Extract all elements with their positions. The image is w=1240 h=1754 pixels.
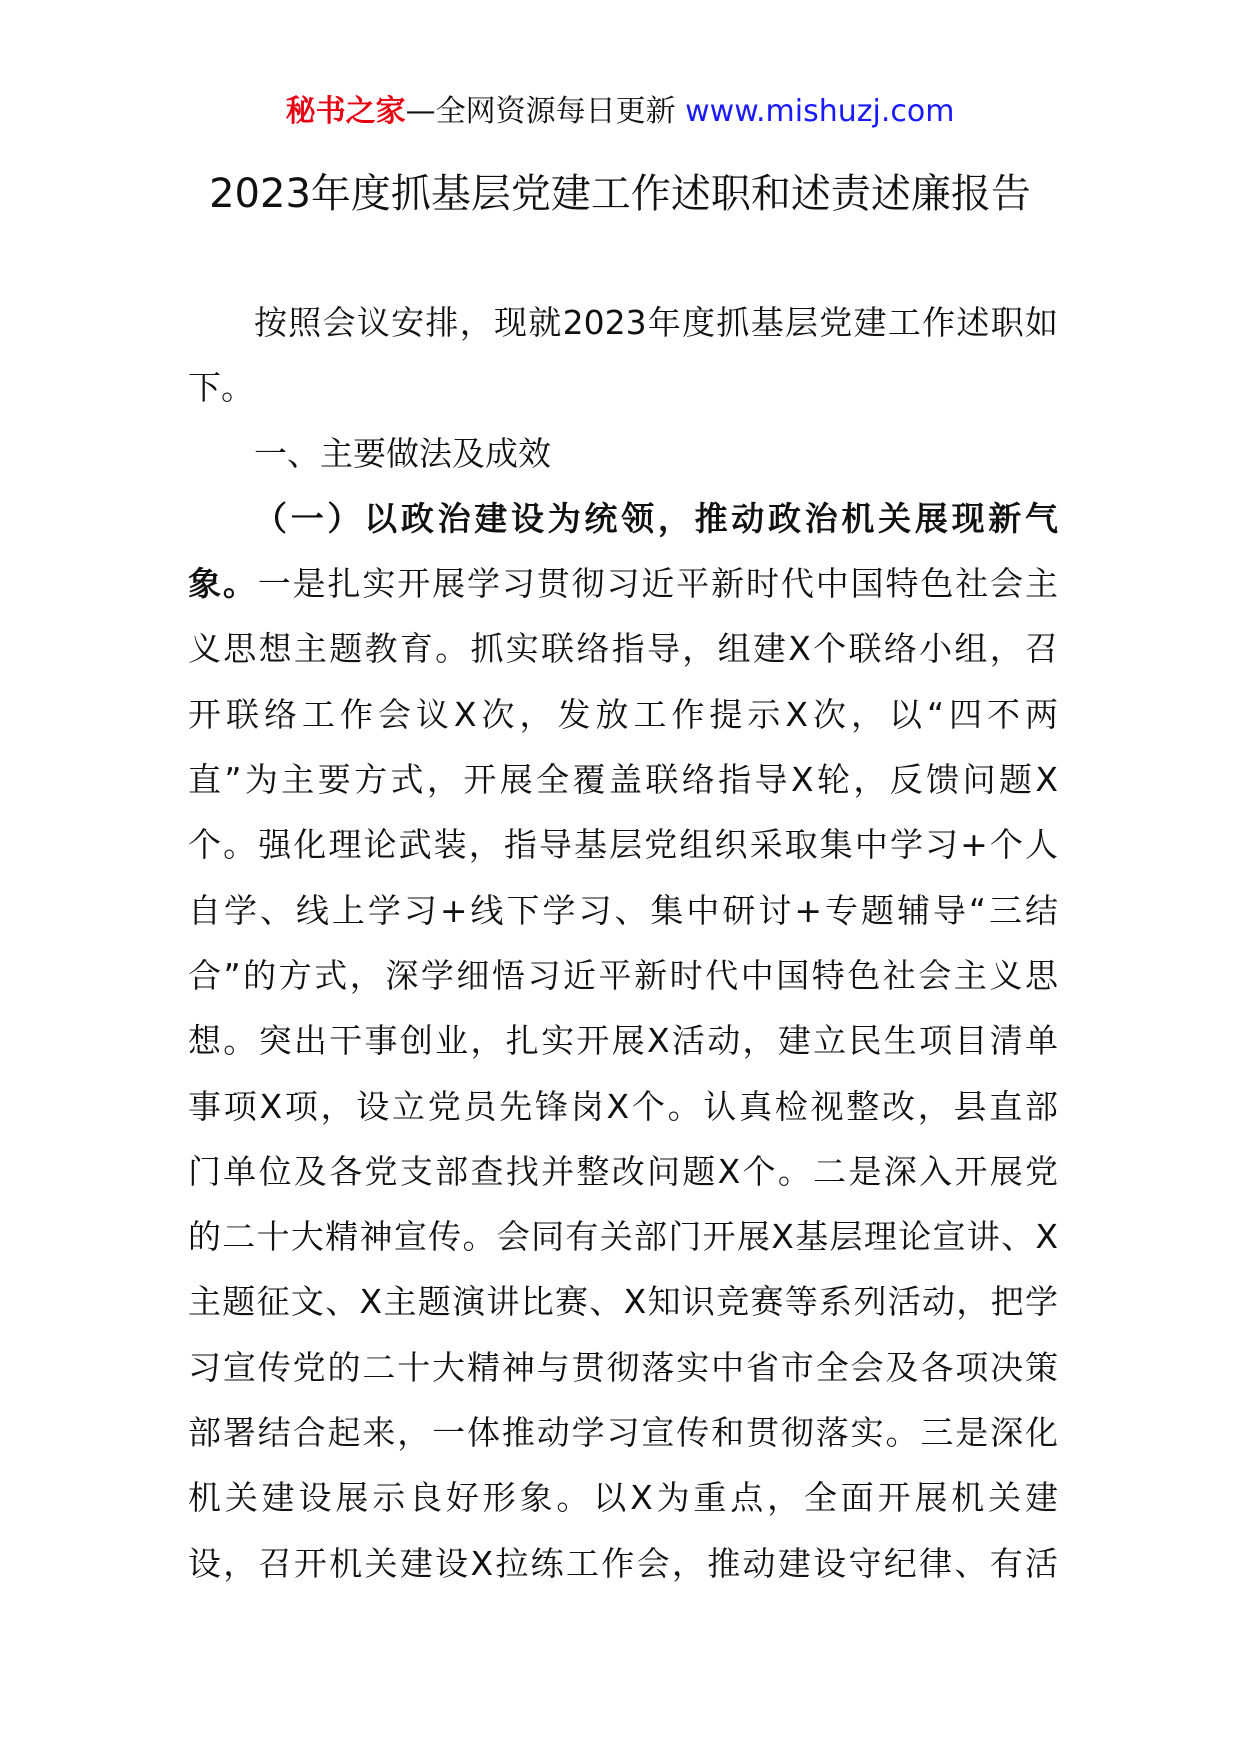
body-line: 设，召开机关建设X拉练工作会，推动建设守纪律、有活 [188, 1543, 1058, 1583]
body-line: 自学、线上学习+线下学习、集中研讨+专题辅导“三结 [188, 890, 1058, 930]
body-line: 想。突出干事创业，扎实开展X活动，建立民生项目清单 [188, 1021, 1058, 1061]
body-line: 下。 [188, 368, 254, 408]
body-line: 个。强化理论武装，指导基层党组织采取集中学习+个人 [188, 825, 1058, 865]
subsection-heading-end: 象。 [188, 564, 258, 604]
body-line: 事项X项，设立党员先锋岗X个。认真检视整改，县直部 [188, 1086, 1058, 1126]
body-line: 门单位及各党支部查找并整改问题X个。二是深入开展党 [188, 1151, 1058, 1191]
document-title: 2023年度抓基层党建工作述职和述责述廉报告 [209, 171, 1031, 217]
body-line: 主题征文、X主题演讲比赛、X知识竞赛等系列活动，把学 [188, 1282, 1058, 1322]
subsection-heading-text: （一）以政治建设为统领，推动政治机关展现新气 [254, 498, 1058, 538]
body-line: 机关建设展示良好形象。以X为重点，全面开展机关建 [188, 1478, 1058, 1518]
subsection-heading [188, 486, 1058, 551]
body-line: 的二十大精神宣传。会同有关部门开展X基层理论宣讲、X [188, 1217, 1058, 1257]
body-line [188, 551, 1058, 616]
body-line-text: 一是扎实开展学习贯彻习近平新时代中国特色社会主 [257, 564, 1058, 604]
body-line: 直”为主要方式，开展全覆盖联络指导X轮，反馈问题X [188, 760, 1058, 800]
site-header [0, 92, 1240, 132]
body-line: 按照会议安排，现就2023年度抓基层党建工作述职如 [254, 303, 1058, 342]
body-line: 部署结合起来，一体推动学习宣传和贯彻落实。三是深化 [188, 1413, 1058, 1453]
body-line: 习宣传党的二十大精神与贯彻落实中省市全会及各项决策 [188, 1347, 1058, 1387]
brand-name: 秘书之家 [285, 94, 406, 129]
body-line: 开联络工作会议X次，发放工作提示X次，以“四不两 [188, 694, 1058, 734]
body-line: 义思想主题教育。抓实联络指导，组建X个联络小组，召 [188, 629, 1058, 669]
body-line: 合”的方式，深学细悟习近平新时代中国特色社会主义思 [188, 955, 1058, 995]
tagline: —全网资源每日更新 [405, 94, 686, 129]
section-heading: 一、主要做法及成效 [254, 433, 551, 473]
document-body [188, 290, 1058, 1596]
site-url[interactable]: www.mishuzj.com [685, 94, 955, 129]
